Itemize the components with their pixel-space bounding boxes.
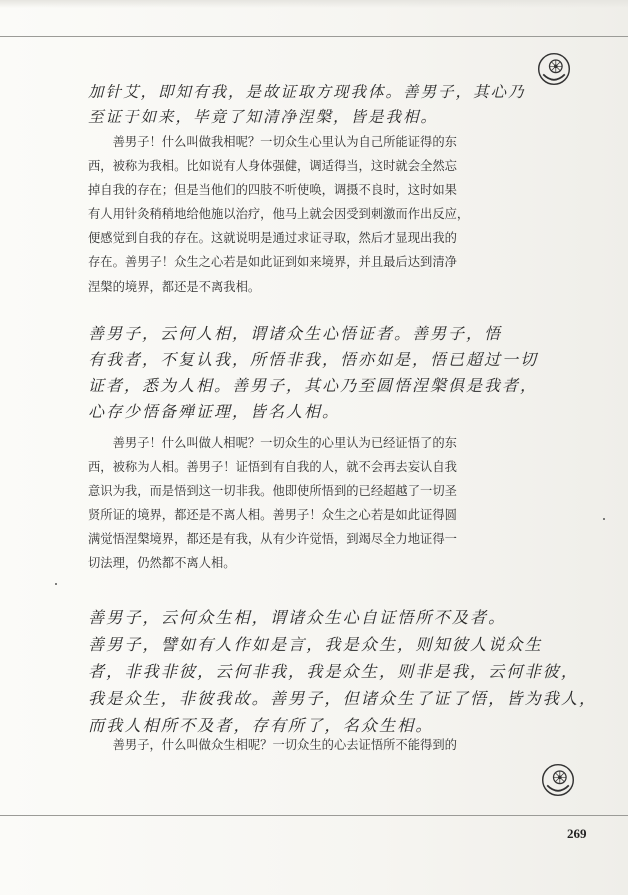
- sutra-line: 而我人相所不及者，存有所了，名众生相。: [88, 716, 434, 735]
- bottom-rule: [0, 815, 628, 816]
- page-edge-shadow: [0, 0, 628, 8]
- sutra-line: 有我者，不复认我，所悟非我，悟亦如是，悟已超过一切: [88, 350, 539, 369]
- scan-speck: [603, 518, 605, 520]
- dharma-wheel-ornament-icon: [540, 762, 576, 798]
- sutra-line: 善男子，云何人相，谓诸众生心悟证者。善男子，悟: [88, 324, 503, 343]
- top-rule: [0, 36, 628, 37]
- page-number: 269: [567, 826, 587, 841]
- explanation-line: 善男子！什么叫做人相呢？一切众生的心里认为已经证悟了的东: [88, 436, 457, 450]
- sutra-line: 我是众生，非彼我故。善男子，但诸众生了证了悟，皆为我人，: [88, 689, 598, 708]
- explanation-line: 便感觉到自我的存在。这就说明是通过求证寻取，然后才显现出我的: [88, 231, 457, 246]
- sutra-text-2: [88, 321, 558, 425]
- sutra-line: 加针艾，即知有我，是故证取方现我体。善男子，其心乃: [88, 83, 526, 101]
- explanation-line: 涅槃的境界，都还是不离我相。: [88, 279, 261, 294]
- explanation-3: [88, 733, 550, 757]
- explanation-line: 存在。善男子！众生之心若是如此证到如来境界，并且最后达到清净: [88, 255, 457, 270]
- sutra-line: 者，非我非彼，云何非我，我是众生，则非是我，云何非彼，: [88, 662, 580, 681]
- explanation-line: 有人用针灸稍稍地给他施以治疗，他马上就会因受到刺激而作出反应，: [88, 207, 470, 222]
- sutra-line: 心存少悟备殚证理，皆名人相。: [88, 402, 341, 421]
- explanation-line: 掉自我的存在；但是当他们的四肢不听使唤，调摄不良时，这时如果: [88, 183, 457, 198]
- sutra-line: 证者，悉为人相。善男子，其心乃至圆悟涅槃俱是我者，: [88, 376, 539, 395]
- sutra-line: 至证于如来，毕竟了知清净涅槃，皆是我相。: [88, 108, 439, 126]
- scan-speck: [55, 583, 57, 585]
- explanation-line: 贤所证的境界，都还是不离人相。善男子！众生之心若是如此证得圆: [88, 508, 457, 523]
- explanation-line: 西，被称为我相。比如说有人身体强健，调适得当，这时就会全然忘: [88, 159, 457, 174]
- explanation-line: 满觉悟涅槃境界，都还是有我，从有少许觉悟，到竭尽全力地证得一: [88, 532, 457, 547]
- dharma-wheel-ornament-icon: [536, 51, 572, 87]
- sutra-text-1: [88, 80, 558, 130]
- sutra-line: 善男子，云何众生相，谓诸众生心自证悟所不及者。: [88, 608, 507, 627]
- sutra-line: 善男子，譬如有人作如是言，我是众生，则知彼人说众生: [88, 635, 543, 654]
- sutra-text-3: [88, 604, 598, 739]
- explanation-line: 意识为我，而是悟到这一切非我。他即使所悟到的已经超越了一切圣: [88, 484, 457, 499]
- explanation-2: [88, 431, 550, 576]
- explanation-line: 善男子，什么叫做众生相呢？一切众生的心去证悟所不能得到的: [88, 738, 457, 752]
- explanation-line: 西，被称为人相。善男子！证悟到有自我的人，就不会再去妄认自我: [88, 460, 457, 475]
- explanation-1: [88, 130, 550, 299]
- explanation-line: 切法理，仍然都不离人相。: [88, 556, 236, 571]
- explanation-line: 善男子！什么叫做我相呢？一切众生心里认为自己所能证得的东: [88, 135, 457, 149]
